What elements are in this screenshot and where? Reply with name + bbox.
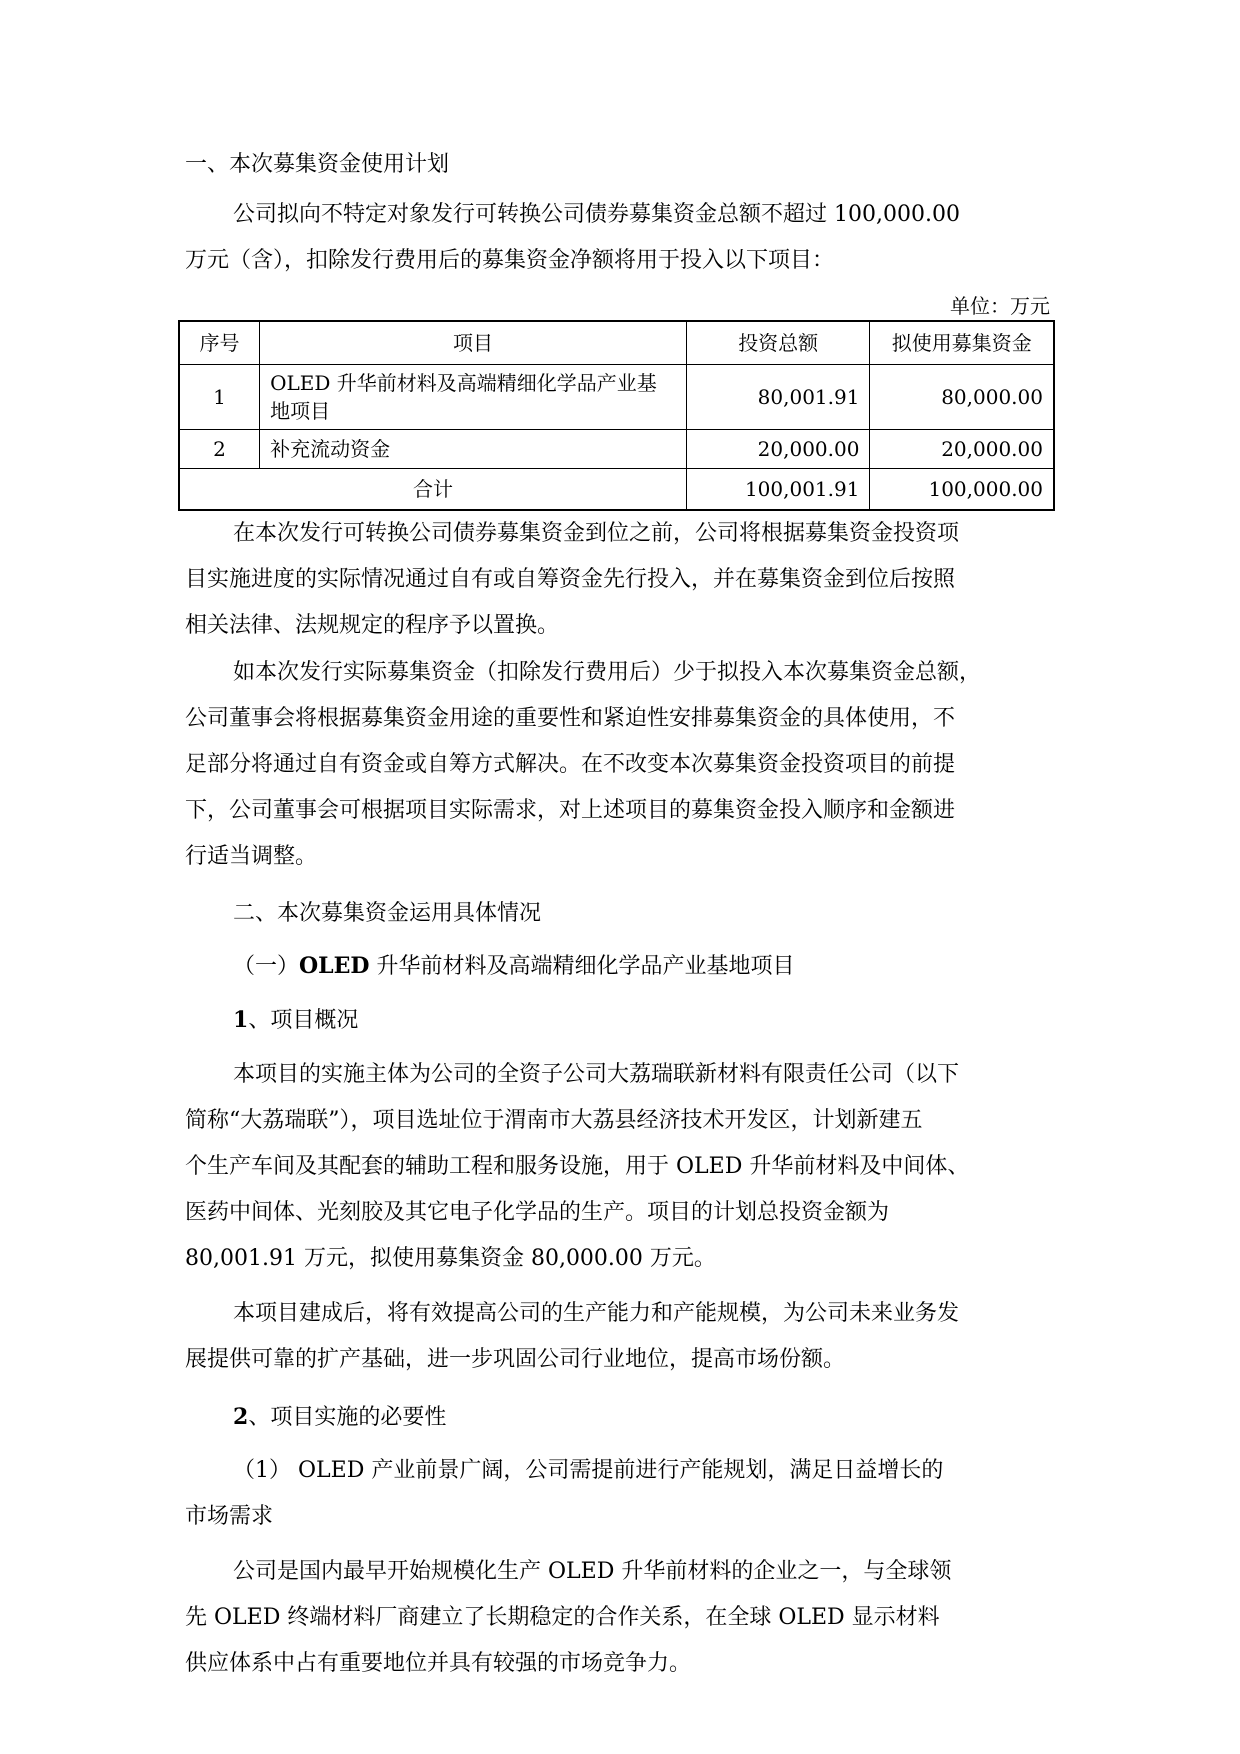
paragraph-line: 公司董事会将根据募集资金用途的重要性和紧迫性安排募集资金的具体使用，不	[185, 706, 956, 731]
total-label: 合计	[179, 469, 686, 511]
row-number: 2	[179, 430, 260, 469]
paragraph-line: 个生产车间及其配套的辅助工程和服务设施，用于 OLED 升华前材料及中间体、	[185, 1154, 970, 1179]
item-heading-1	[233, 995, 1065, 1046]
table-row	[179, 365, 1054, 430]
header-cell: 项目	[260, 321, 687, 365]
paragraph-line: 80,001.91 万元，拟使用募集资金 80,000.00 万元。	[185, 1246, 716, 1271]
section-heading-1: 一、本次募集资金使用计划	[185, 152, 450, 177]
paragraph-line: 先 OLED 终端材料厂商建立了长期稳定的合作关系，在全球 OLED 显示材料	[185, 1605, 940, 1630]
paragraph-line: 本项目建成后，将有效提高公司的生产能力和产能规模，为公司未来业务发	[233, 1301, 960, 1326]
row-raised: 20,000.00	[870, 430, 1054, 469]
paragraph-line: 行适当调整。	[185, 844, 318, 869]
total-amount: 100,001.91	[686, 469, 870, 511]
subsection-heading	[233, 941, 1065, 992]
subsection-title: 升华前材料及高端精细化学品产业基地项目	[369, 954, 795, 979]
paragraph-line: 目实施进度的实际情况通过自有或自筹资金先行投入，并在募集资金到位后按照	[185, 567, 956, 592]
table-row	[179, 430, 1054, 469]
table-header-row	[179, 321, 1054, 365]
row-raised: 80,000.00	[870, 365, 1054, 430]
paragraph-line: 如本次发行实际募集资金（扣除发行费用后）少于拟投入本次募集资金总额，	[233, 660, 982, 685]
row-project: 补充流动资金	[260, 430, 687, 469]
header-cell: 投资总额	[686, 321, 870, 365]
item-number: 2	[233, 1404, 249, 1430]
item-title: 、项目概况	[248, 1008, 359, 1033]
subsection-bold: OLED	[299, 953, 370, 979]
item-number: 1	[233, 1007, 249, 1033]
row-project: OLED 升华前材料及高端精细化学品产业基地项目	[260, 365, 687, 430]
row-total: 20,000.00	[686, 430, 870, 469]
total-raised: 100,000.00	[870, 469, 1054, 511]
paragraph-line: 公司是国内最早开始规模化生产 OLED 升华前材料的企业之一，与全球领	[233, 1559, 952, 1584]
unit-label: 单位：万元	[950, 294, 1050, 318]
header-cell: 序号	[179, 321, 260, 365]
header-cell: 拟使用募集资金	[870, 321, 1054, 365]
intro-line: 万元（含），扣除发行费用后的募集资金净额将用于投入以下项目：	[185, 248, 835, 273]
intro-line: 公司拟向不特定对象发行可转换公司债券募集资金总额不超过 100,000.00	[233, 202, 960, 227]
section-heading-2: 二、本次募集资金运用具体情况	[233, 901, 542, 926]
table-total-row	[179, 469, 1054, 511]
sub-item-line: 市场需求	[185, 1504, 274, 1529]
paragraph-line: 简称“大荔瑞联”），项目选址位于渭南市大荔县经济技术开发区，计划新建五	[185, 1108, 923, 1133]
paragraph-line: 医药中间体、光刻胶及其它电子化学品的生产。项目的计划总投资金额为	[185, 1200, 890, 1225]
paragraph-line: 足部分将通过自有资金或自筹方式解决。在不改变本次募集资金投资项目的前提	[185, 752, 956, 777]
paragraph-line: 下，公司董事会可根据项目实际需求，对上述项目的募集资金投入顺序和金额进	[185, 798, 956, 823]
paragraph-line: 本项目的实施主体为公司的全资子公司大荔瑞联新材料有限责任公司（以下	[233, 1062, 960, 1087]
item-title: 、项目实施的必要性	[248, 1405, 447, 1430]
item-heading-2	[233, 1392, 1065, 1443]
subsection-prefix: （一）	[233, 954, 300, 979]
fund-table	[178, 320, 1055, 511]
sub-item-line: （1） OLED 产业前景广阔，公司需提前进行产能规划，满足日益增长的	[233, 1458, 944, 1483]
paragraph-line: 相关法律、法规规定的程序予以置换。	[185, 613, 560, 638]
paragraph-line: 供应体系中占有重要地位并具有较强的市场竞争力。	[185, 1651, 692, 1676]
paragraph-line: 在本次发行可转换公司债券募集资金到位之前，公司将根据募集资金投资项	[233, 521, 960, 546]
row-number: 1	[179, 365, 260, 430]
paragraph-line: 展提供可靠的扩产基础，进一步巩固公司行业地位，提高市场份额。	[185, 1347, 846, 1372]
row-total: 80,001.91	[686, 365, 870, 430]
